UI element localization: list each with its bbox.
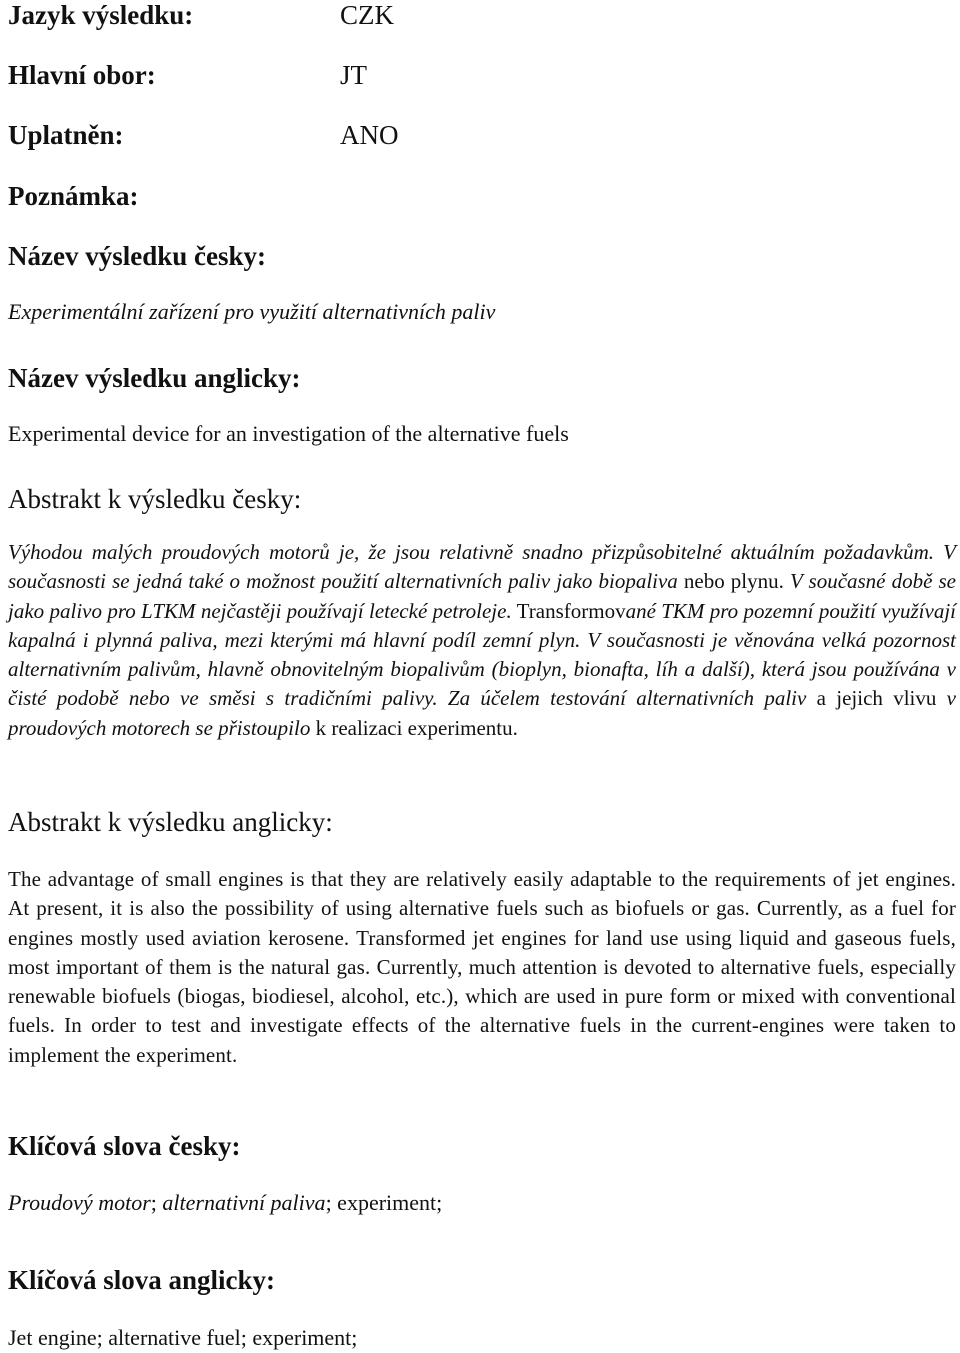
keywords-cz-sep1: ; [150, 1190, 163, 1215]
applied-value: ANO [340, 120, 399, 150]
title-en-heading: Název výsledku anglicky: [8, 363, 301, 393]
keywords-cz-kw1: Proudový motor [8, 1190, 151, 1215]
keywords-cz-text [8, 1188, 442, 1218]
abstract-cz-part3: V současné době se jako palivo pro LTKM nejčastěji používají letecké petroleje. [8, 569, 956, 623]
main-field-value: JT [340, 60, 367, 90]
abstract-cz-heading: Abstrakt k výsledku česky: [8, 484, 302, 514]
abstract-cz-text [8, 538, 956, 743]
abstract-cz-part5: ané TKM pro pozemní použití využívají kapalná i plynná paliva, mezi kterými má hlavní podíl zemní plyn. V současnosti je věnována velká pozornost alternativním palivům, hlavně obnovitelným biopalivům (bioplyn, bionafta, líh a další), která jsou používána v čisté podobě nebo ve směsi s tradičními palivy. Za účelem testování alternativních paliv [8, 598, 956, 711]
keywords-en-text: Jet engine; alternative fuel; experiment; [8, 1325, 358, 1350]
abstract-cz-part1: Výhodou malých proudových motorů je, že jsou relativně snadno přizpůsobitelné aktuálním požadavkům. V současnosti se jedná také o možnost použití alternativních paliv jako biopaliva [8, 540, 956, 594]
keywords-en-heading: Klíčová slova anglicky: [8, 1265, 276, 1295]
title-cz-heading: Název výsledku česky: [8, 241, 266, 271]
abstract-en-heading: Abstrakt k výsledku anglicky: [8, 807, 333, 837]
main-field-label: Hlavní obor: [8, 60, 156, 90]
applied-label: Uplatněn: [8, 120, 124, 150]
keywords-cz-heading: Klíčová slova česky: [8, 1131, 241, 1161]
abstract-cz-part6: a jejich vlivu [806, 686, 947, 711]
abstract-en-text: The advantage of small engines is that they are relatively easily adaptable to the requirements of jet engines. At present, it is also the possibility of using alternative fuels such as biofuels or gas. Currently, as a fuel for engines mostly used aviation kerosene. Transformed jet engines for land use using liquid and gaseous fuels, most important of them is the natural gas. Currently, much attention is devoted to alternative fuels, especially renewable biofuels (biogas, biodiesel, alcohol, etc.), which are used in pure form or mixed with conventional fuels. In order to test and investigate effects of the alternative fuels in the current-engines were taken to implement the experiment. [8, 867, 956, 1067]
note-label: Poznámka: [8, 181, 139, 211]
language-value: CZK [340, 0, 394, 30]
keywords-cz-kw2: alternativní paliva [162, 1190, 326, 1215]
keywords-cz-rest: ; experiment; [325, 1190, 443, 1215]
language-label: Jazyk výsledku: [8, 0, 194, 30]
abstract-cz-part4: Transformov [511, 598, 626, 623]
abstract-cz-part7: v proudových motorech se přistoupilo [8, 686, 956, 740]
abstract-cz-part2: nebo plynu. [677, 569, 790, 594]
title-cz-text: Experimentální zařízení pro využití alternativních paliv [8, 299, 496, 324]
abstract-cz-part8: k realizaci experimentu. [310, 715, 518, 740]
title-en-text: Experimental device for an investigation of the alternative fuels [8, 421, 569, 446]
